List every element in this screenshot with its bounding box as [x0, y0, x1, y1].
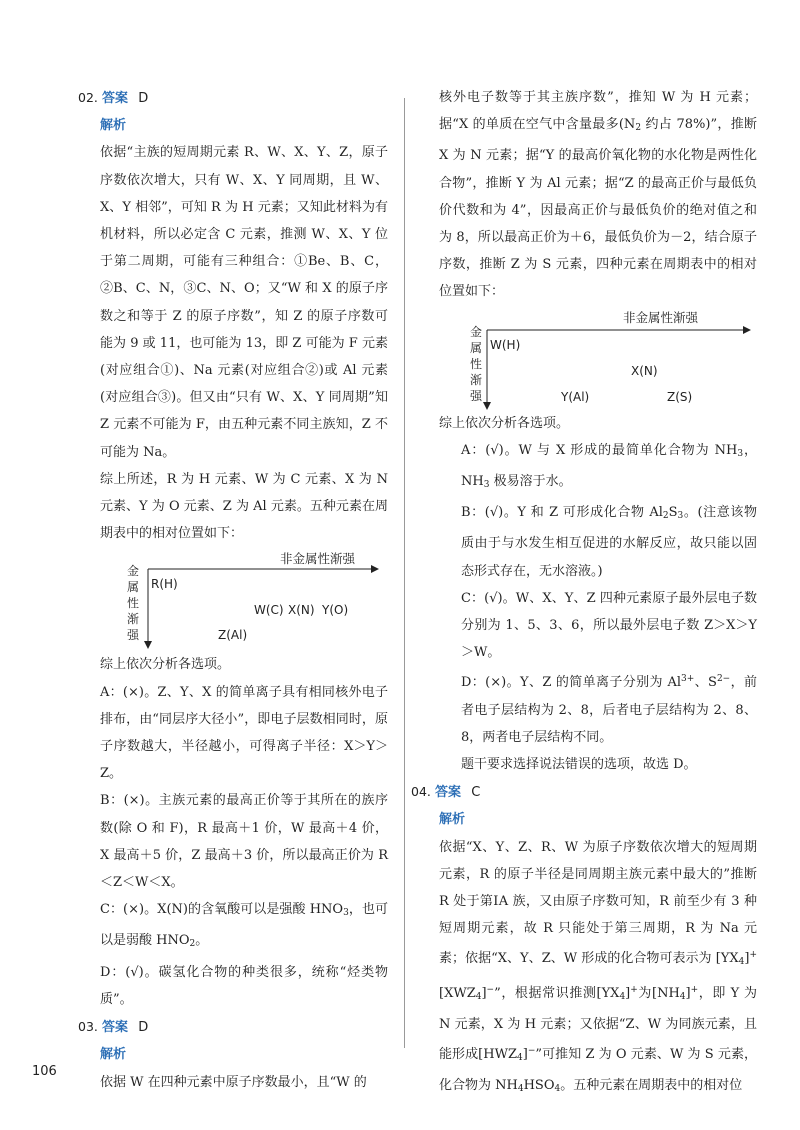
q02-para-2: 综上所述，R 为 H 元素、W 为 C 元素、X 为 N 元素、Y 为 O 元素、Z 为 Al 元素。五种元素在周期表中的相对位置如下：: [100, 471, 388, 542]
q04-header: [411, 778, 757, 806]
q02-option-d: D：(√)。碳氢化合物的种类很多，统称“烃类物质”。: [100, 964, 388, 1007]
q02-header: [78, 84, 388, 112]
q03-periodic-diagram: [467, 306, 757, 410]
q03-element-z: Z(S): [667, 389, 693, 404]
q03-element-w: W(H): [490, 337, 521, 352]
q03-para-1-cont: 核外电子数等于其主族序数”，推知 W 为 H 元素；据“X 的单质在空气中含量最多($N_2$ 约占 78%)”，推断 X 为 N 元素；据“Y 的最高价氧化物的水化物是两性化合物”，推断 Y 为 Al 元素；据“Z 的最高正价与最低负价代数和为 4”，因最高正价与最低负价的绝对值之和为 8，所以最高正价为＋6，最低负价为－2，结合原子序数，推断 Z 为 S 元素，四种元素在周期表中的相对位置如下：: [439, 90, 757, 300]
q03-answer: D: [138, 1020, 149, 1036]
q02-element-x: X(N): [288, 603, 315, 618]
q03-diagram-title: 非金属性渐强: [623, 309, 699, 325]
q02-answer: D: [138, 91, 149, 106]
q03-analysis-label: 解析: [100, 1047, 127, 1063]
q02-element-z: Z(Al): [218, 628, 248, 643]
q03-after-diagram: 综上依次分析各选项。: [439, 415, 570, 431]
right-column: [411, 84, 758, 1104]
q02-option-c: C：(×)。X(N)的含氧酸可以是强酸 $HNO_3$，也可以是弱酸 $HNO_2$。: [100, 902, 388, 950]
q02-answer-label: 答案: [102, 91, 129, 106]
q03-option-a: A：(√)。W 与 X 形成的最简单化合物为 $NH_3$，$NH_3$ 极易溶于水。: [461, 442, 757, 491]
q02-periodic-diagram: [126, 547, 388, 651]
q02-number: 02.: [78, 90, 98, 105]
q03-option-b: B：(√)。Y 和 Z 可形成化合物 $Al_2S_3$。(注意该物质由于与水发生相互促进的水解反应，故只能以固态形式存在，无水溶液。): [461, 505, 758, 579]
q02-element-r: R(H): [151, 577, 178, 592]
q03-number: 03.: [78, 1019, 98, 1035]
q04-analysis-label: 解析: [439, 812, 466, 828]
q04-answer: C: [471, 785, 481, 801]
q03-answer-label: 答案: [102, 1020, 129, 1036]
left-column: [78, 84, 388, 1096]
q03-diagram-axis: 金 属 性 渐 强: [469, 324, 482, 403]
column-divider: [404, 98, 405, 1048]
q03-element-y: Y(Al): [561, 389, 590, 404]
q02-option-b: B：(×)。主族元素的最高正价等于其所在的族序数(除 O 和 F)，R 最高＋1 价，W 最高＋4 价，X 最高＋5 价，Z 最高＋3 价，所以最高正价为 R＜Z＜W＜X。: [100, 793, 388, 891]
q02-diagram-title: 非金属性渐强: [280, 551, 356, 567]
q02-diagram-axis: 金 属 性 渐 强: [126, 564, 139, 643]
q03-option-d: D：(×)。Y、Z 的简单离子分别为 $Al^{3+}$、$S^{2-}$，前者电子层结构为 2、8，后者电子层结构为 2、8、8，两者电子层结构不同。: [461, 674, 757, 745]
q02-after-diagram: 综上依次分析各选项。: [100, 657, 231, 673]
page-number: 106: [32, 1064, 57, 1079]
q03-element-x: X(N): [631, 363, 658, 378]
q03-header: [78, 1013, 388, 1041]
q03-para-1-start: 依据 W 在四种元素中原子序数最小，且“W 的: [100, 1074, 367, 1090]
q04-para-1: 依据“X、Y、Z、R、W 为原子序数依次增大的短周期元素，R 的原子半径是同周期主族元素中最大的”推断 R 处于第ⅠA 族，又由原子序数可知，R 前至少有 3 种短周期元素，故 R 只能处于第三周期，R 为 Na 元素；依据“X、Y、Z、W 形成的化合物可表示为 $[YX_4]^+[XWZ_4]^-$”，根据常识推测$[YX_4]^+$为$[NH_4]^+$，即 Y 为 N 元素，X 为 H 元素；又依据“Z、W 为同族元素，且能形成$[HWZ_4]^-$”可推知 Z 为 O 元素、W 为 S 元素，化合物为 $NH_4HSO_4$。五种元素在周期表中的相对位: [439, 839, 758, 1095]
q02-para-1: 依据“主族的短周期元素 R、W、X、Y、Z，原子序数依次增大，只有 W、X、Y 同周期，且 W、X、Y 相邻”，可知 R 为 H 元素；又知此材料为有机材料，所以必定含 C 元素，推测 W、X、Y 位于第二周期，可能有三种组合：①Be、B、C，②B、C、N，③C、N、O；又“W 和 X 的原子序数之和等于 Z 的原子序数”，知 Z 的原子序数可能为 9 或 11，也可能为 13，即 Z 可能为 F 元素(对应组合①)、Na 元素(对应组合②)或 Al 元素(对应组合③)。但又由“只有 W、X、Y 同周期”知 Z 元素不可能为 F，由五种元素不同主族知，Z 不可能为 Na。: [100, 145, 388, 460]
q03-option-c: C：(√)。W、X、Y、Z 四种元素原子最外层电子数分别为 1、5、3、6，所以最外层电子数 Z＞X＞Y＞W。: [461, 590, 757, 661]
q02-element-y: Y(O): [322, 603, 349, 618]
q02-element-w: W(C): [254, 603, 284, 618]
q02-analysis-label: 解析: [100, 118, 127, 134]
q03-conclusion: 题干要求选择说法错误的选项，故选 D。: [461, 757, 697, 773]
q02-option-a: A：(×)。Z、Y、X 的简单离子具有相同核外电子排布，由“同层序大径小”，即电子层数相同时，原子序数越大，半径越小，可得离子半径：X＞Y＞Z。: [100, 684, 388, 782]
q04-number: 04.: [411, 784, 431, 800]
q04-answer-label: 答案: [435, 785, 462, 801]
